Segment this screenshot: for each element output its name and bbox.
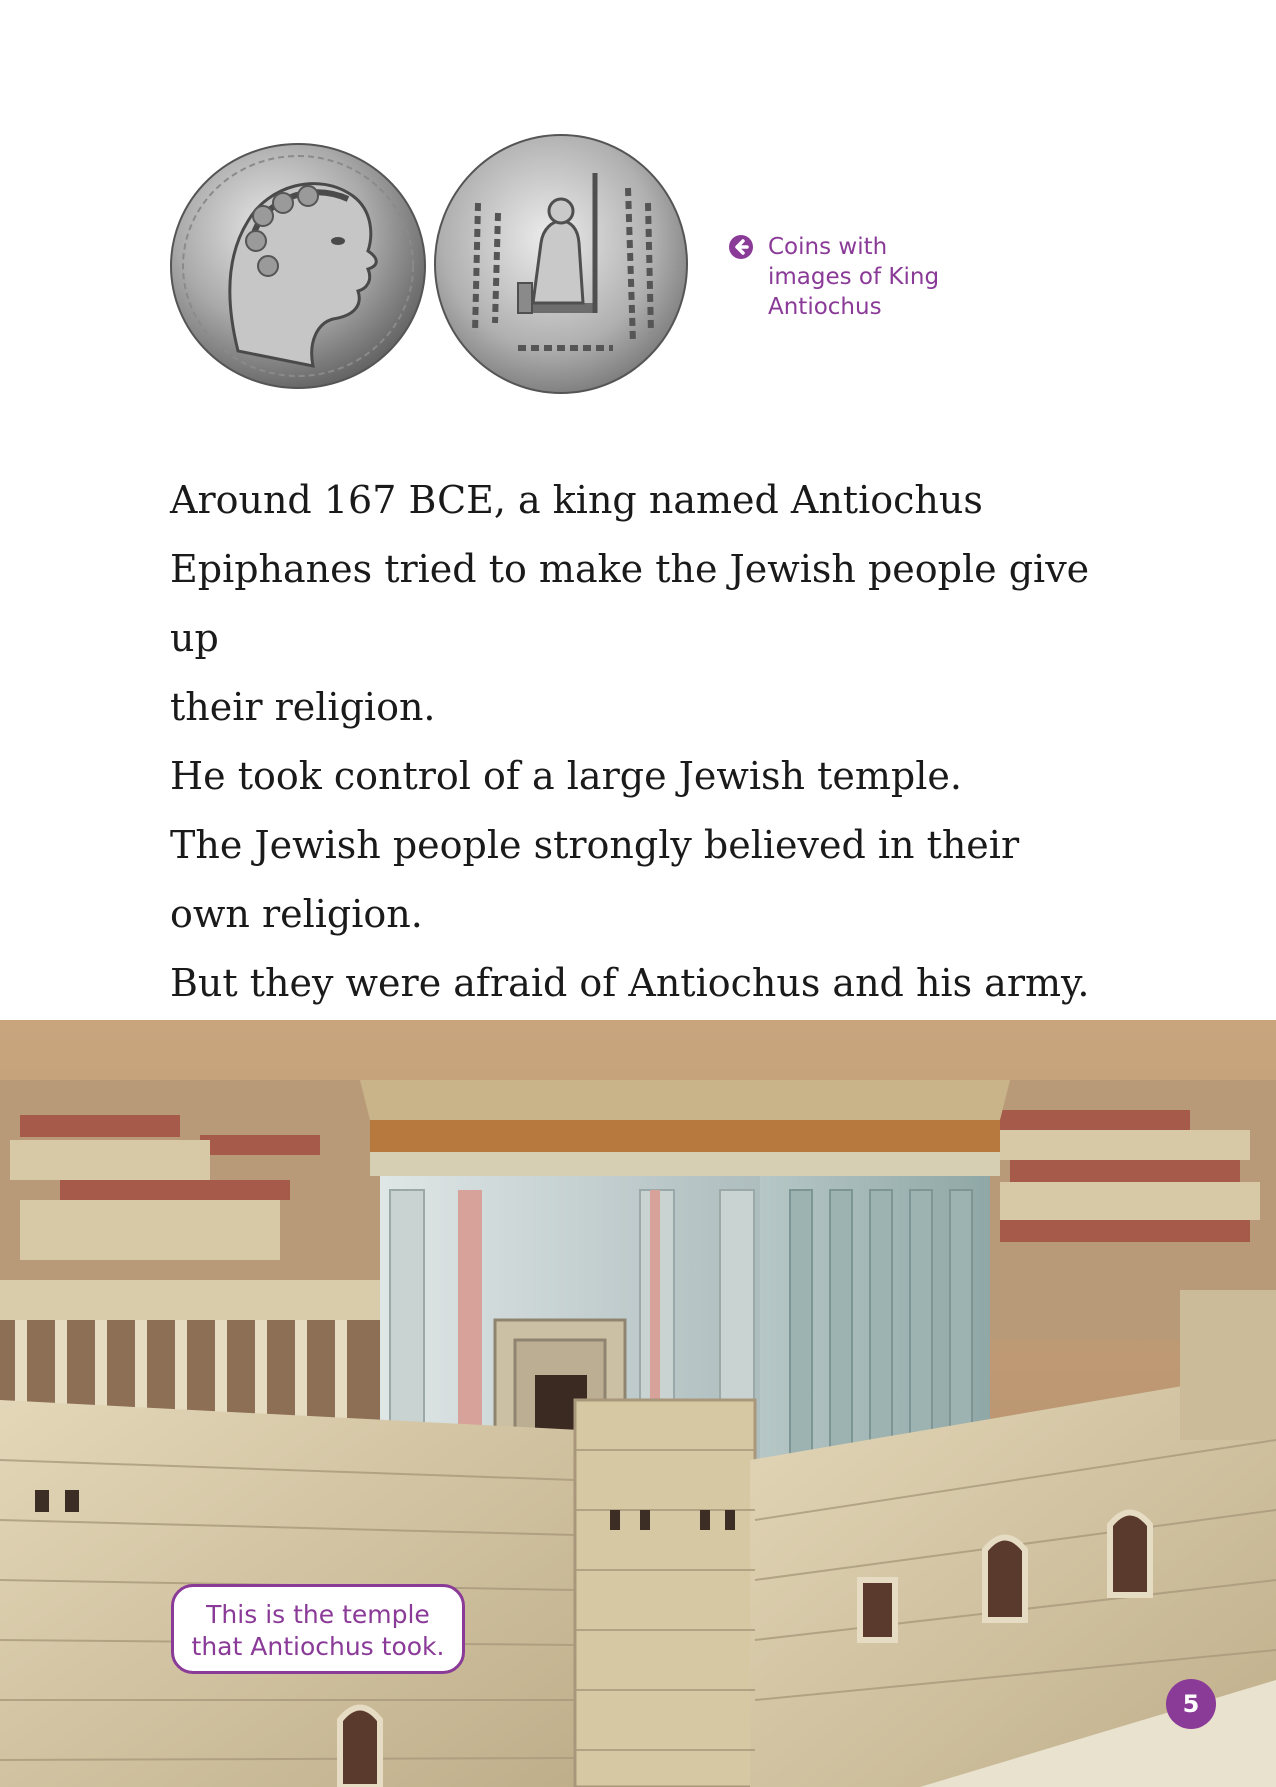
coins-image	[168, 133, 690, 396]
page-number: 5	[1166, 1679, 1216, 1729]
coins-caption-text: Coins with images of King Antiochus	[768, 234, 940, 320]
body-line: The Jewish people strongly believed in their	[170, 823, 1020, 867]
body-line: Around 167 BCE, a king named Antiochus	[170, 478, 983, 522]
body-line: But they were afraid of Antiochus and his army.	[170, 961, 1090, 1005]
body-line: He took control of a large Jewish temple.	[170, 754, 962, 798]
body-line: Epiphanes tried to make the Jewish people give up	[170, 547, 1090, 660]
arrow-left-circle-icon	[728, 234, 754, 260]
body-line: their religion.	[170, 685, 436, 729]
coin-obverse-image	[168, 141, 428, 391]
coin-reverse-image	[433, 133, 690, 396]
temple-caption: This is the temple that Antiochus took.	[171, 1584, 465, 1674]
body-text	[170, 466, 1130, 1018]
body-line: own religion.	[170, 892, 423, 936]
